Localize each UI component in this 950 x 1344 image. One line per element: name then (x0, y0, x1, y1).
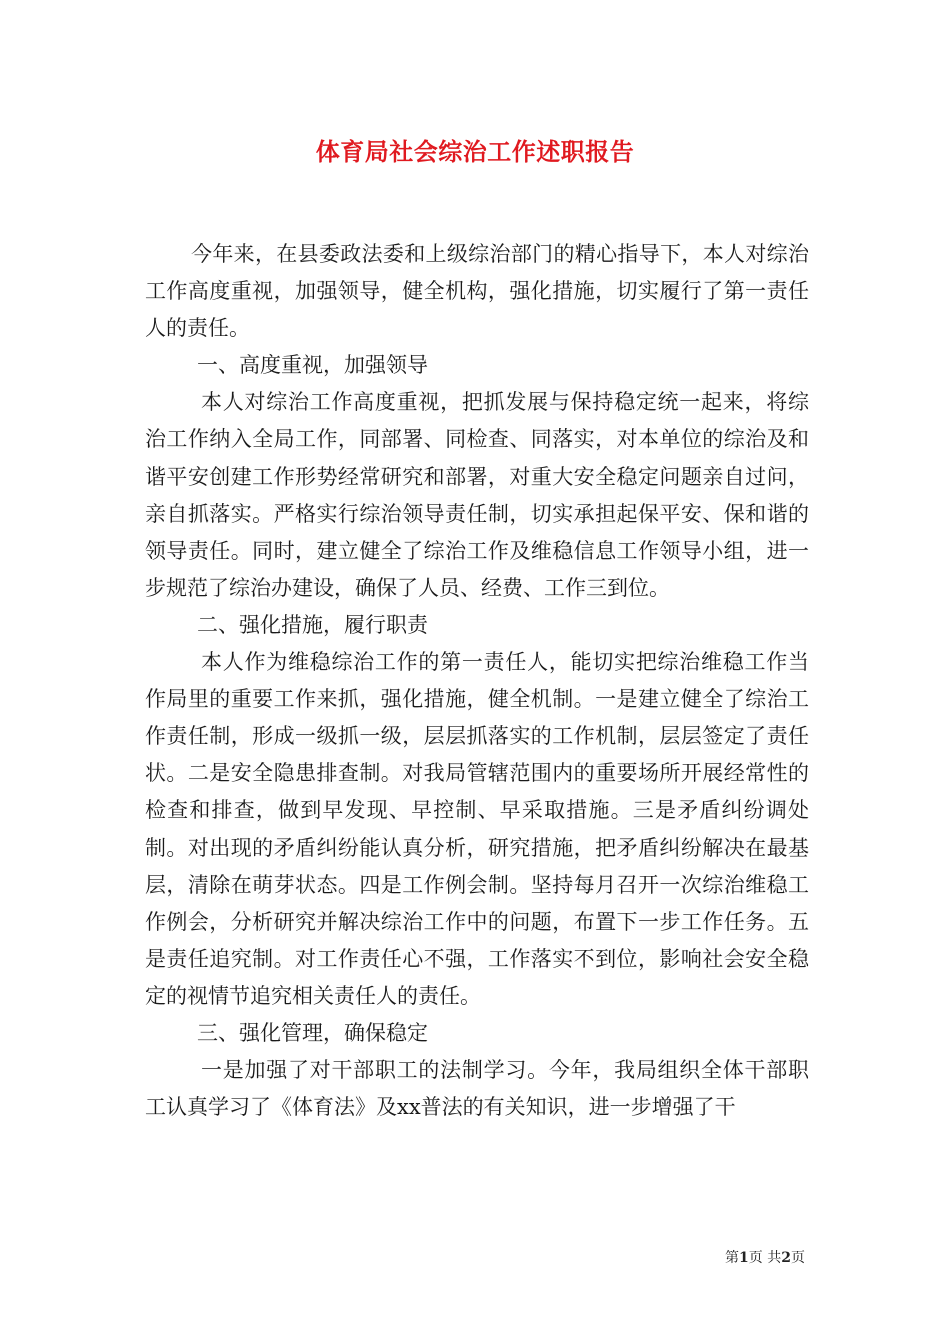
footer-prefix: 第 (725, 1250, 740, 1266)
section-2-paragraph: 本人作为维稳综治工作的第一责任人，能切实把综治维稳工作当作局里的重要工作来抓，强化措施，健全机制。一是建立健全了综治工作责任制，形成一级抓一级，层层抓落实的工作机制，层层签定了责任状。二是安全隐患排查制。对我局管辖范围内的重要场所开展经常性的检查和排查，做到早发现、早控制、早采取措施。三是矛盾纠纷调处制。对出现的矛盾纠纷能认真分析，研究措施，把矛盾纠纷解决在最基层，清除在萌芽状态。四是工作例会制。坚持每月召开一次综治维稳工作例会，分析研究并解决综治工作中的问题，布置下一步工作任务。五是责任追究制。对工作责任心不强，工作落实不到位，影响社会安全稳定的视情节追究相关责任人的责任。 (145, 650, 809, 1008)
footer-middle: 页 共 (748, 1250, 782, 1266)
section-heading-3: 三、强化管理，确保稳定 (197, 1020, 428, 1045)
total-page-count: 2 (781, 1250, 791, 1266)
section-heading-2: 二、强化措施，履行职责 (197, 612, 428, 637)
current-page-number: 1 (739, 1250, 749, 1266)
footer-suffix: 页 (791, 1250, 805, 1266)
section-3-paragraph: 一是加强了对干部职工的法制学习。今年，我局组织全体干部职工认真学习了《体育法》及xx普法的有关知识，进一步增强了干 (145, 1058, 809, 1120)
page-number-footer (725, 1247, 805, 1267)
section-1-paragraph: 本人对综治工作高度重视，把抓发展与保持稳定统一起来，将综治工作纳入全局工作，同部署、同检查、同落实，对本单位的综治及和谐平安创建工作形势经常研究和部署，对重大安全稳定问题亲自过问，亲自抓落实。严格实行综治领导责任制，切实承担起保平安、保和谐的领导责任。同时，建立健全了综治工作及维稳信息工作领导小组，进一步规范了综治办建设，确保了人员、经费、工作三到位。 (145, 390, 809, 600)
section-heading-1: 一、高度重视，加强领导 (197, 353, 428, 378)
document-title: 体育局社会综治工作述职报告 (315, 137, 635, 166)
intro-paragraph: 今年来，在县委政法委和上级综治部门的精心指导下，本人对综治工作高度重视，加强领导，健全机构，强化措施，切实履行了第一责任人的责任。 (145, 242, 809, 341)
document-body (145, 236, 809, 1126)
